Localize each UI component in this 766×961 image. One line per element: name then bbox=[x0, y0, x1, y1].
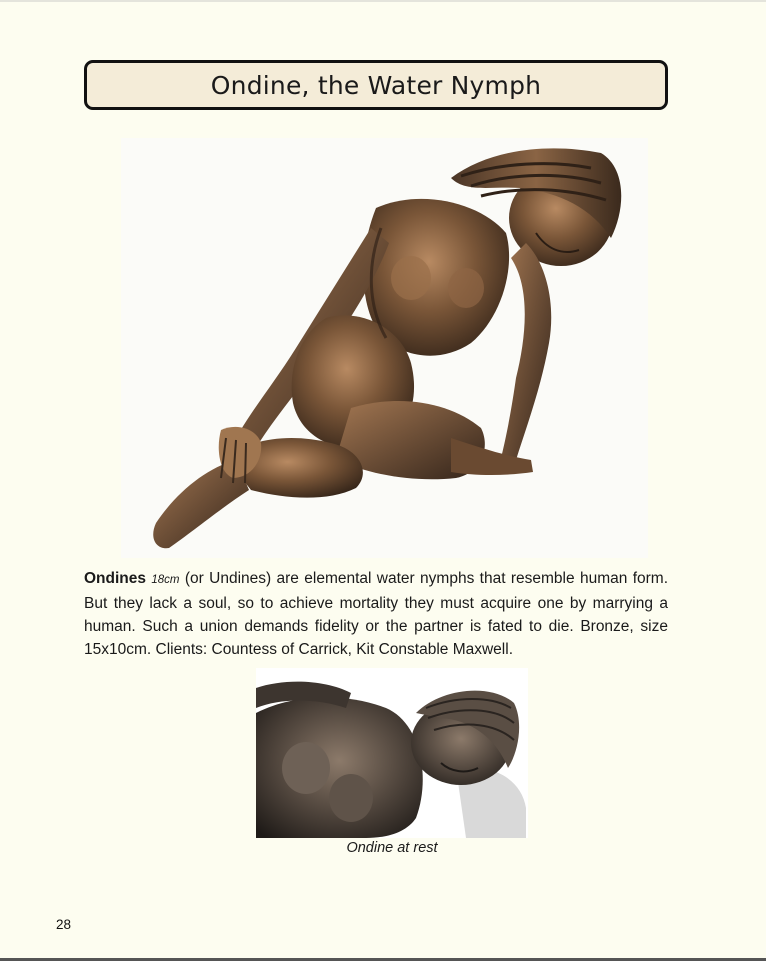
page-top-edge bbox=[0, 0, 766, 2]
page-title: Ondine, the Water Nymph bbox=[210, 70, 542, 100]
page-number: 28 bbox=[56, 917, 72, 932]
description-paragraph bbox=[84, 567, 668, 661]
sculpture-photo-main bbox=[121, 138, 648, 558]
nymph-sculpture-image bbox=[121, 138, 648, 558]
nymph-detail-image bbox=[256, 668, 528, 838]
title-banner bbox=[84, 60, 668, 110]
detail-photo-caption: Ondine at rest bbox=[346, 840, 438, 856]
size-note: 18cm bbox=[151, 574, 180, 586]
sculpture-photo-detail bbox=[256, 668, 528, 838]
description-text: (or Undines) are elemental water nymphs that resemble human form. But they lack a soul, so to achieve mortality they must acquire one by marrying a human. Such a union demands fidelity or the partner is fated to die. Bronze, size 15x10cm. Clients: Countess of Carrick, Kit Constable Maxwell. bbox=[84, 570, 669, 658]
description-lead: Ondines bbox=[84, 570, 147, 587]
